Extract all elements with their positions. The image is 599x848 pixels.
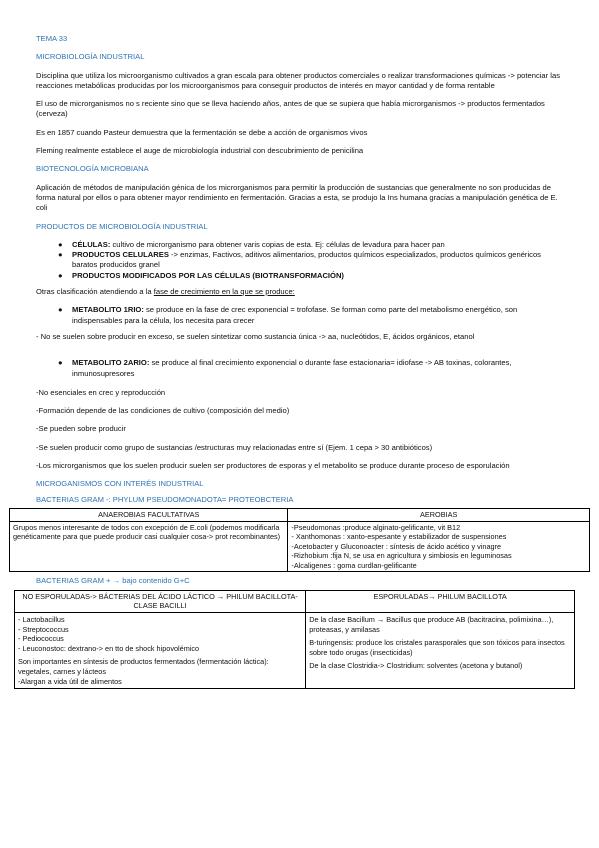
list-item: ● PRODUCTOS MODIFICADOS POR LAS CÉLULAS (BIOTRANSFORMACIÓN) [58, 270, 344, 280]
paragraph: -Los microrganismos que los suelen producir suelen ser productores de esporas y el metabolito se produce durante proceso de esporulación [36, 461, 510, 471]
paragraph: -No esenciales en crec y reproducción [36, 387, 166, 397]
table-header: ANAEROBIAS FACULTATIVAS [10, 508, 288, 521]
metabolito2-list [36, 358, 563, 379]
paragraph: El uso de microrganismos no s reciente sino que se lleva haciendo años, antes de que se supiera que había microrganismos -> productos fermentados (cerveza) [36, 99, 545, 119]
table-header: AEROBIAS [288, 508, 590, 521]
table-cell: -Pseudomonas :produce alginato-gelificante, vit B12 - Xanthomonas : xanto-espesante y estabilizador de suspensiones -Acetobacter y Gluconoacter : síntesis de ácido acético y vinagre -Rizhobium :fija N, se usa en agricultura y simbiosis en leguminosas -Alcaligenes : goma curdlan-gelificante [288, 521, 590, 572]
section-title-biotecnologia: BIOTECNOLOGÍA MICROBIANA [36, 164, 149, 174]
paragraph: Es en 1857 cuando Pasteur demuestra que la fermentación se debe a acción de organismos vivos [36, 127, 368, 137]
bullet-icon: ● [58, 250, 63, 260]
section-title-productos: PRODUCTOS DE MICROBIOLOGÍA INDUSTRIAL [36, 221, 208, 231]
product-list [36, 240, 563, 281]
table-header: ESPORULADAS→ PHILUM BACILLOTA [306, 590, 575, 612]
paragraph: Disciplina que utiliza los microorganismo cultivados a gran escala para obtener productos comerciales o realizar transformaciones químicas -> potenciar las reacciones metabólicas producidas por los microorganismos para conseguir productos de interés en mayor cantidad y de forma rentable [36, 70, 561, 90]
paragraph: Aplicación de métodos de manipulación génica de los microrganismos para permitir la producción de sustancias que generalmente no son producidas de forma natural por ellos o para obtener mayor rendimiento en fermentación. Gracias a esta, se produjo la Ins humana gracias a manipulación genética de E. coli [36, 182, 558, 213]
section-title-microbiologia: MICROBIOLOGÍA INDUSTRIAL [36, 52, 145, 62]
metabolito1-list [36, 305, 563, 326]
table-cell: Grupos menos interesante de todos con excepción de E.coli (podemos modificarla genéticamente para que puede producir casi cualquier cosa-> prot recombinantes) [10, 521, 288, 572]
classification-line: Otras clasificación atendiendo a la fase de crecimiento en la que se produce: [36, 287, 295, 297]
list-item: ● METABOLITO 1RIO: se produce en la fase de crec exponencial = trofofase. Se forman como parte del metabolismo energético, son indispensables para la célula, los necesita para crecer [58, 305, 518, 325]
gram-positive-table [14, 590, 575, 689]
paragraph: -Se pueden sobre producir [36, 424, 126, 434]
list-item: ● METABOLITO 2ARIO: se produce al final crecimiento exponencial o durante fase estacionaria= idiofase -> AB toxinas, colorantes, inmunosupresores [58, 358, 512, 378]
topic-number: TEMA 33 [36, 34, 68, 43]
subsection-title-gram-neg: BACTERIAS GRAM -: PHYLUM PSEUDOMONADOTA= PROTEOBCTERIA [36, 494, 294, 504]
paragraph: Fleming realmente establece el auge de microbiología industrial con descubrimiento de penicilina [36, 146, 364, 156]
bullet-icon: ● [58, 305, 63, 315]
bullet-icon: ● [58, 270, 63, 280]
bullet-icon: ● [58, 239, 63, 249]
paragraph: -Se suelen producir como grupo de sustancias /estructuras muy relacionadas entre sí (Ejem. 1 cepa > 30 antibióticos) [36, 442, 433, 452]
table-header: NO ESPORULADAS-> BÁCTERIAS DEL ÁCIDO LÁCTICO → PHILUM BACILLOTA-CLASE BACILLI [15, 590, 306, 612]
bullet-icon: ● [58, 358, 63, 368]
paragraph: -Formación depende de las condiciones de cultivo (composición del medio) [36, 406, 290, 416]
table-cell: - Lactobacillus - Streptococcus - Pediococcus - Leuconostoc: dextrano-> en tto de shock hipovolémico Son importantes en síntesis de productos fermentados (fermentación láctica): vegetales, carnes y lácteos -Alargan a vida útil de alimentos [15, 612, 306, 688]
table-cell: De la clase Bacillum → Bacillus que produce AB (bacitracina, polimixina…), proteasas, y amilasas B-turingensis: produce los cristales parasporales que son tóxicos para insectos sobre todo orugas (insecticidas) De la clase Clostridia-> Clostridium: solventes (acetona y butanol) [306, 612, 575, 688]
section-title-microorganismos: MICROGANISMOS CON INTERÉS INDUSTRIAL [36, 479, 204, 489]
list-item: ● PRODUCTOS CELULARES -> enzimas, Factivos, aditivos alimentarios, productos químicos especializados, productos químicos genéricos baratos producidos granel [58, 250, 541, 270]
paragraph: - No se suelen sobre producir en exceso, se suelen sintetizar como sustancia única -> aa, nucleótidos, E, ácidos orgánicos, etanol [36, 331, 475, 341]
gram-negative-table [9, 508, 590, 573]
subsection-title-gram-pos: BACTERIAS GRAM + → bajo contenido G+C [36, 576, 190, 586]
list-item: ● CÉLULAS: cultivo de microrganismo para obtener varis copias de esta. Ej: células de levadura para hacer pan [58, 239, 445, 249]
